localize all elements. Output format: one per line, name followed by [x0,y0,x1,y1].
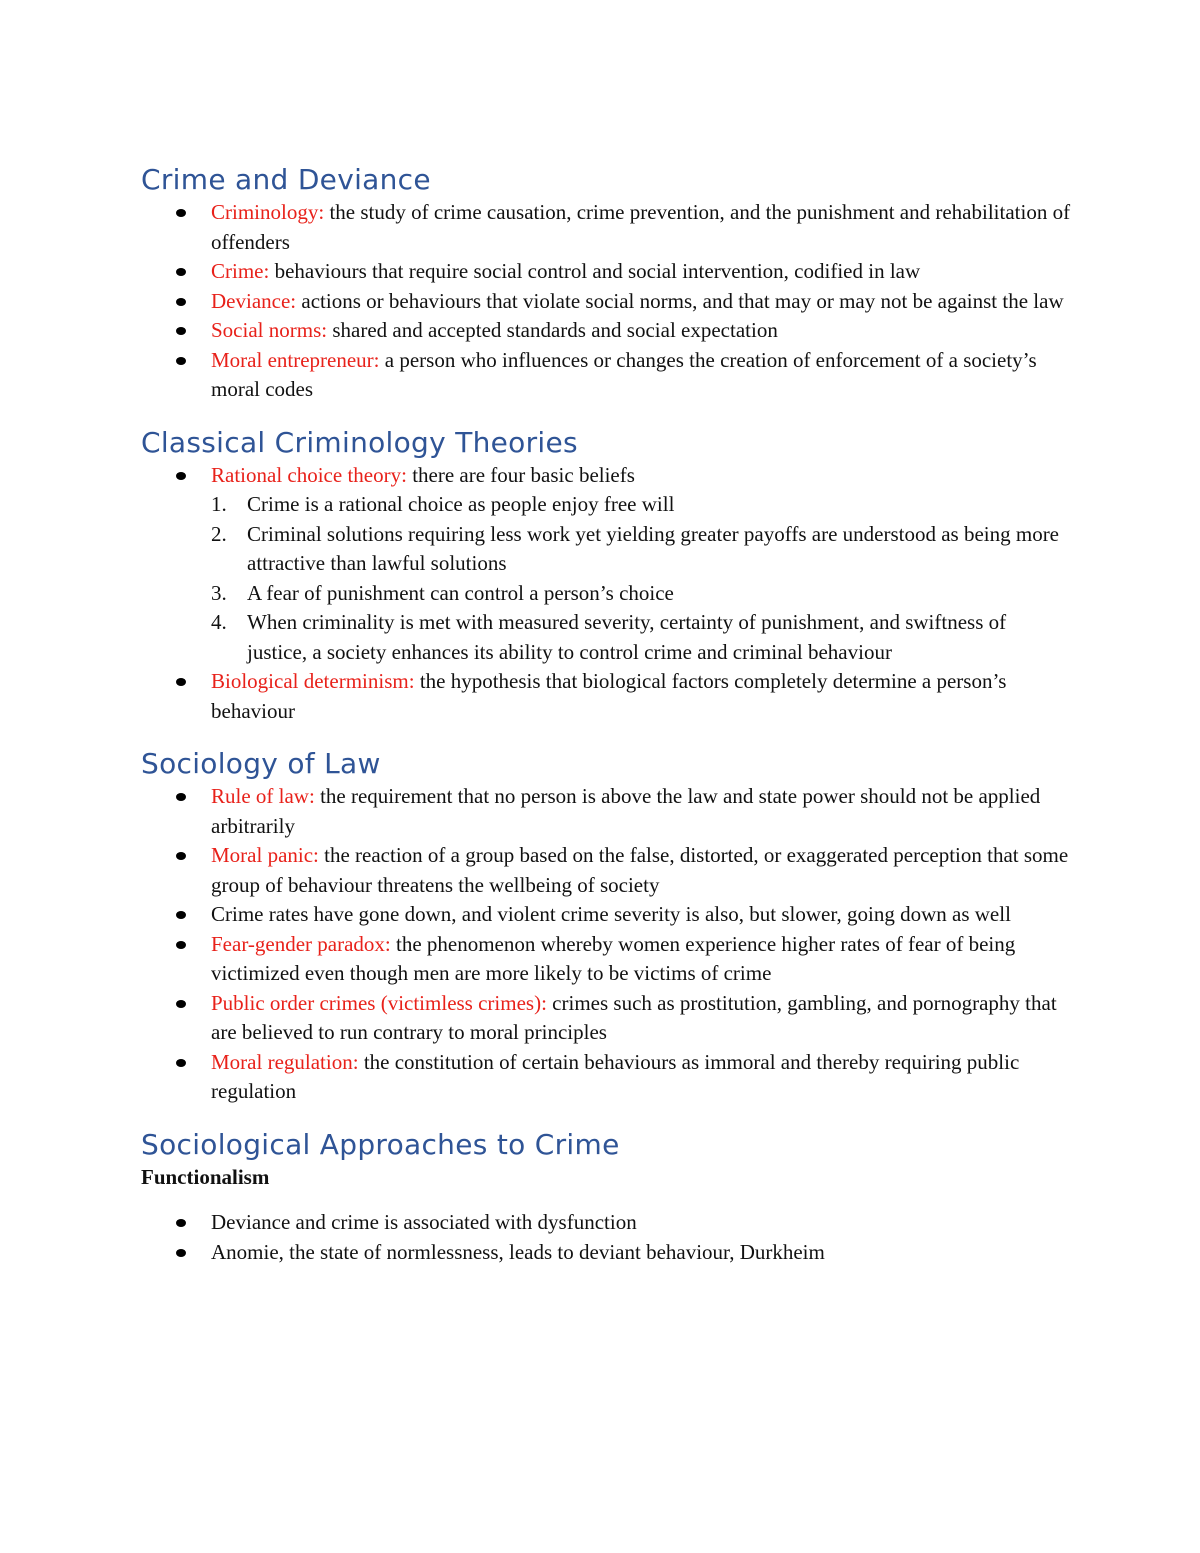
item-number: 3. [211,580,227,605]
list-item: Moral entrepreneur: a person who influences or changes the creation of enforcement of a society’s moral codes [141,346,1071,405]
definition: the reaction of a group based on the false, distorted, or exaggerated perception that some group of behaviour threatens the wellbeing of society [211,843,1069,897]
classical-criminology-list [141,461,1071,491]
bullet-icon [176,941,186,949]
definition: the phenomenon whereby women experience higher rates of fear of being victimized even though men are more likely to be victims of crime [211,931,1016,985]
bullet-icon [176,1000,186,1008]
item-text: Crime is a rational choice as people enjoy free will [247,492,675,516]
item-text: Criminal solutions requiring less work yet yielding greater payoffs are understood as being more attractive than lawful solutions [247,521,1060,575]
definition: the study of crime causation, crime prevention, and the punishment and rehabilitation of offenders [211,200,1071,254]
bullet-icon [176,1059,186,1067]
section-heading-crime-and-deviance: Crime and Deviance [141,163,431,196]
bullet-icon [176,852,186,860]
subheading-functionalism: Functionalism [141,1164,270,1189]
bullet-icon [176,327,186,335]
bullet-icon [176,678,186,686]
definition: the requirement that no person is above the law and state power should not be applied arbitrarily [211,784,1041,838]
term: Moral entrepreneur [211,347,374,372]
term: Social norms [211,318,322,342]
crime-and-deviance-list [141,198,1071,405]
biological-determinism-list [141,667,1071,726]
term: Biological determinism [211,669,409,693]
term: Moral regulation [211,1049,353,1074]
bullet-icon [176,298,186,306]
document-content [141,162,1071,1267]
list-item: Criminology: the study of crime causation, crime prevention, and the punishment and rehabilitation of offenders [141,198,1071,257]
list-item: Biological determinism: the hypothesis that biological factors completely determine a person’s behaviour [141,667,1071,726]
statement: Deviance and crime is associated with dysfunction [211,1210,637,1234]
definition: shared and accepted standards and social expectation [327,318,778,342]
list-item: Rule of law: the requirement that no person is above the law and state power should not be applied arbitrarily [141,782,1071,841]
bullet-icon [176,1219,186,1227]
definition: actions or behaviours that violate social norms, and that may or may not be against the law [296,288,1064,313]
term: Public order crimes (victimless crimes) [211,990,542,1015]
section-heading-sociology-of-law: Sociology of Law [141,747,381,780]
list-item [141,900,1071,930]
definition: the hypothesis that biological factors completely determine a person’s behaviour [211,669,1007,723]
list-item: Fear-gender paradox: the phenomenon whereby women experience higher rates of fear of being victimized even though men are more likely to be victims of crime [141,930,1071,989]
sociology-of-law-list [141,782,1071,1107]
definition: behaviours that require social control and social intervention, codified in law [269,259,921,283]
list-item [141,1238,1071,1268]
term: Crime [211,259,264,283]
section-heading-classical-criminology: Classical Criminology Theories [141,425,578,459]
item-text: A fear of punishment can control a person’s choice [247,580,674,605]
bullet-icon [176,911,186,919]
numbered-item [141,608,1071,667]
term: Deviance [211,288,291,313]
term: Moral panic [211,843,314,867]
item-number: 2. [211,521,227,546]
item-number: 1. [211,492,227,516]
bullet-icon [176,209,186,217]
list-item: Moral panic: the reaction of a group based on the false, distorted, or exaggerated perception that some group of behaviour threatens the wellbeing of society [141,841,1071,900]
list-item: Moral regulation: the constitution of certain behaviours as immoral and thereby requiring public regulation [141,1048,1071,1107]
list-item: Crime: behaviours that require social control and social intervention, codified in law [141,257,1071,287]
definition: a person who influences or changes the creation of enforcement of a society’s moral codes [211,347,1037,401]
bullet-icon [176,793,186,801]
list-item [141,1208,1071,1238]
numbered-item [141,579,1071,609]
bullet-icon [176,357,186,365]
numbered-item [141,490,1071,520]
rational-choice-beliefs-list [141,490,1071,667]
term: Rule of law [211,784,309,808]
bullet-icon [176,472,186,480]
term: Fear-gender paradox [211,931,385,956]
definition: there are four basic beliefs [406,462,635,487]
section-heading-sociological-approaches: Sociological Approaches to Crime [141,1127,620,1161]
list-item: Deviance: actions or behaviours that violate social norms, and that may or may not be against the law [141,287,1071,317]
statement: Anomie, the state of normlessness, leads to deviant behaviour, Durkheim [211,1239,825,1264]
term: Rational choice theory [211,462,402,487]
functionalism-list [141,1208,1071,1267]
term: Criminology [211,200,319,224]
statement: Crime rates have gone down, and violent crime severity is also, but slower, going down as well [211,902,1011,926]
item-number: 4. [211,610,227,634]
list-item: Rational choice theory: there are four basic beliefs [141,461,1071,491]
item-text: When criminality is met with measured severity, certainty of punishment, and swiftness of justice, a society enhances its ability to control crime and criminal behaviour [247,610,1007,664]
numbered-item [141,520,1071,579]
definition: crimes such as prostitution, gambling, and pornography that are believed to run contrary to moral principles [211,990,1057,1044]
definition: the constitution of certain behaviours as immoral and thereby requiring public regulation [211,1049,1020,1103]
list-item: Social norms: shared and accepted standards and social expectation [141,316,1071,346]
bullet-icon [176,1249,186,1257]
bullet-icon [176,268,186,276]
list-item: Public order crimes (victimless crimes): crimes such as prostitution, gambling, and pornography that are believed to run contrary to moral principles [141,989,1071,1048]
